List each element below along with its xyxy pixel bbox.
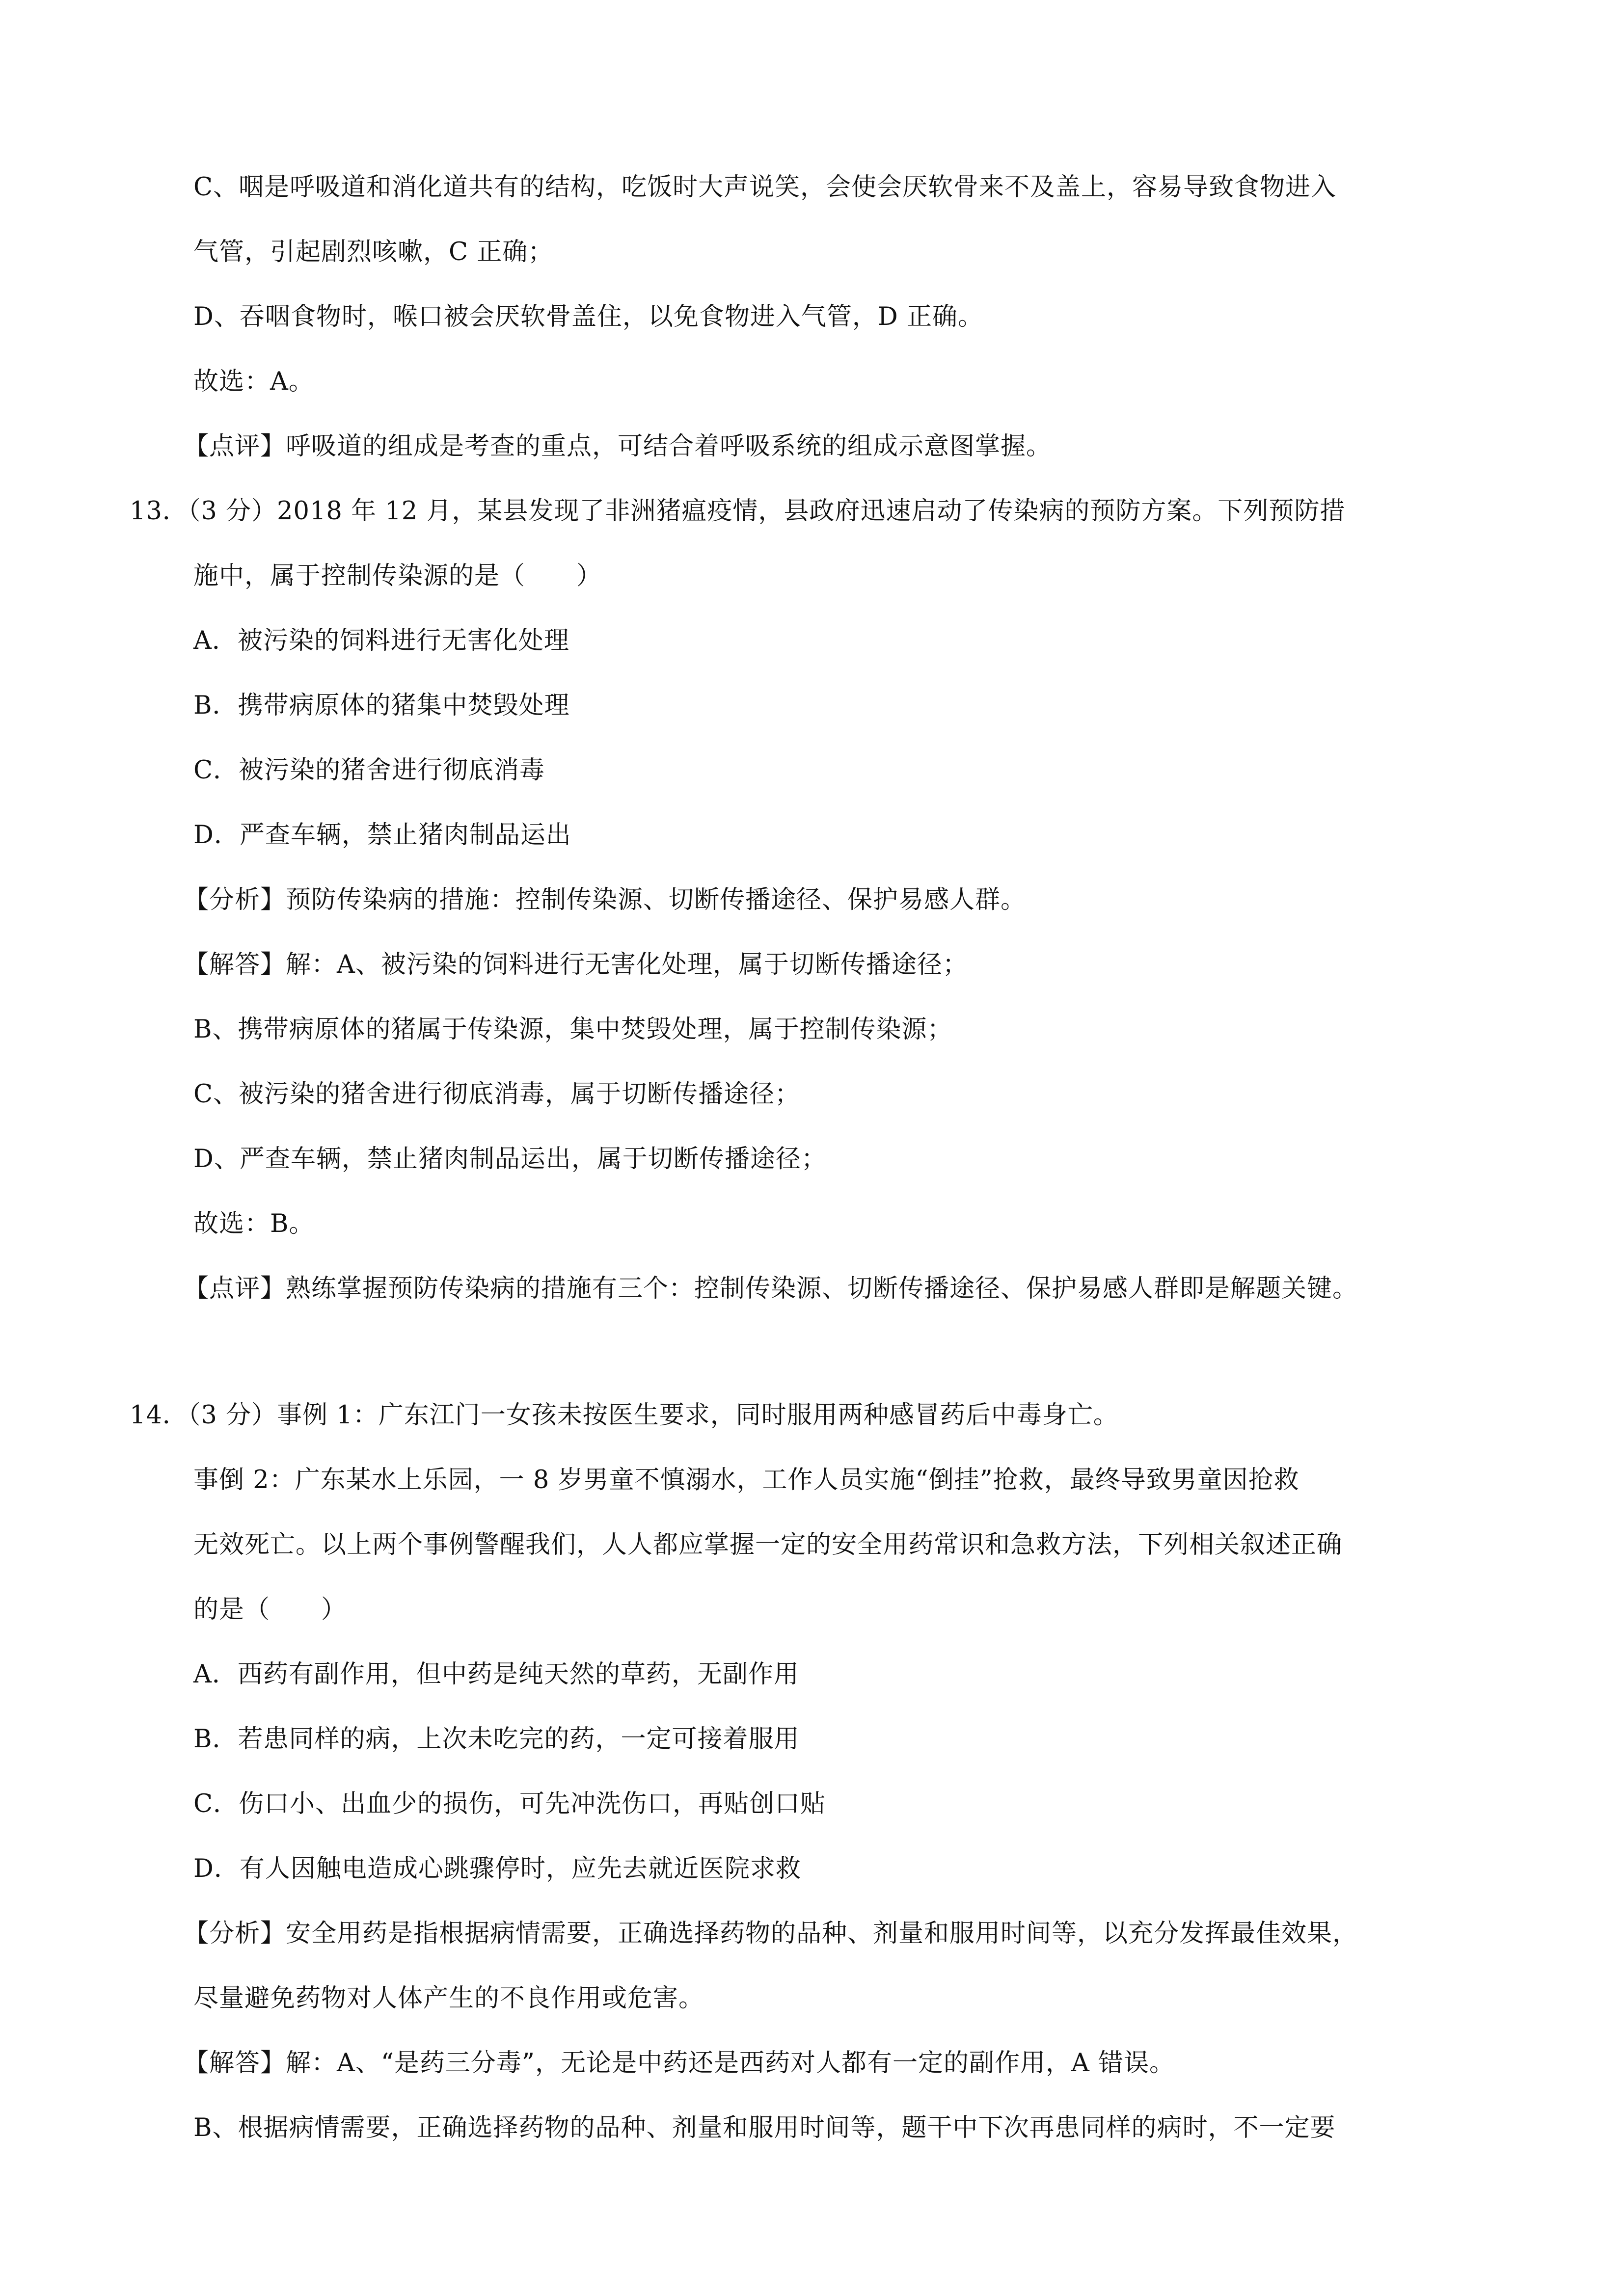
q14-stem-line2: 事倒 2：广东某水上乐园，一 8 岁男童不慎溺水，工作人员实施“倒挂”抢救，最终导致男童因抢救 <box>193 1466 1299 1495</box>
q12-c-line1: C、咽是呼吸道和消化道共有的结构，吃饭时大声说笑，会使会厌软骨来不及盖上，容易导致食物进入 <box>193 173 1337 202</box>
q12-d: D、吞咽食物时，喉口被会厌软骨盖住，以免食物进入气管，D 正确。 <box>193 302 983 331</box>
q13-option-b: B．携带病原体的猪集中焚毁处理 <box>193 691 570 720</box>
q13-solution-c: C、被污染的猪舍进行彻底消毒，属于切断传播途径； <box>193 1080 801 1109</box>
q14-analysis-line2: 尽量避免药物对人体产生的不良作用或危害。 <box>193 1984 704 2013</box>
q12-review: 【点评】呼吸道的组成是考查的重点，可结合着呼吸系统的组成示意图掌握。 <box>184 432 1052 461</box>
q13-option-d: D．严查车辆，禁止猪肉制品运出 <box>193 821 571 850</box>
q13-solution-a: 【解答】解：A、被污染的饲料进行无害化处理，属于切断传播途径； <box>184 950 968 979</box>
q14-stem-line3: 无效死亡。以上两个事例警醒我们，人人都应掌握一定的安全用药常识和急救方法，下列相关叙述正确 <box>193 1530 1343 1559</box>
q14-option-b: B．若患同样的病，上次未吃完的药，一定可接着服用 <box>193 1725 800 1754</box>
q12-c-line2: 气管，引起剧烈咳嗽，C 正确； <box>193 238 554 267</box>
q13-solution-b: B、携带病原体的猪属于传染源，集中焚毁处理，属于控制传染源； <box>193 1015 953 1044</box>
q13-option-a: A．被污染的饲料进行无害化处理 <box>193 626 569 655</box>
q13-stem-line2: 施中，属于控制传染源的是（ ） <box>193 561 602 590</box>
q12-answer: 故选：A。 <box>193 367 314 396</box>
q13-answer: 故选：B。 <box>193 1209 315 1238</box>
q14-solution-line1: 【解答】解：A、“是药三分毒”，无论是中药还是西药对人都有一定的副作用，A 错误。 <box>184 2049 1175 2078</box>
q13-solution-d: D、严查车辆，禁止猪肉制品运出，属于切断传播途径； <box>193 1145 827 1174</box>
q14-option-d: D．有人因触电造成心跳骤停时，应先去就近医院求救 <box>193 1854 801 1883</box>
q14-option-c: C．伤口小、出血少的损伤，可先冲洗伤口，再贴创口贴 <box>193 1789 826 1818</box>
q13-stem-line1: 13．（3 分）2018 年 12 月，某县发现了非洲猪瘟疫情，县政府迅速启动了传染病的预防方案。下列预防措 <box>130 497 1346 526</box>
q14-analysis-line1: 【分析】安全用药是指根据病情需要，正确选择药物的品种、剂量和服用时间等，以充分发挥最佳效果， <box>184 1919 1358 1948</box>
q14-stem-line1: 14．（3 分）事例 1：广东江门一女孩未按医生要求，同时服用两种感冒药后中毒身亡。 <box>130 1401 1119 1430</box>
q13-option-c: C．被污染的猪舍进行彻底消毒 <box>193 756 545 785</box>
q14-stem-line4: 的是（ ） <box>193 1595 347 1624</box>
q14-option-a: A．西药有副作用，但中药是纯天然的草药，无副作用 <box>193 1660 799 1689</box>
q13-review: 【点评】熟练掌握预防传染病的措施有三个：控制传染源、切断传播途径、保护易感人群即是解题关键。 <box>184 1274 1358 1303</box>
q13-analysis: 【分析】预防传染病的措施：控制传染源、切断传播途径、保护易感人群。 <box>184 885 1027 914</box>
q14-solution-line2: B、根据病情需要，正确选择药物的品种、剂量和服用时间等，题干中下次再患同样的病时，不一定要 <box>193 2113 1336 2142</box>
